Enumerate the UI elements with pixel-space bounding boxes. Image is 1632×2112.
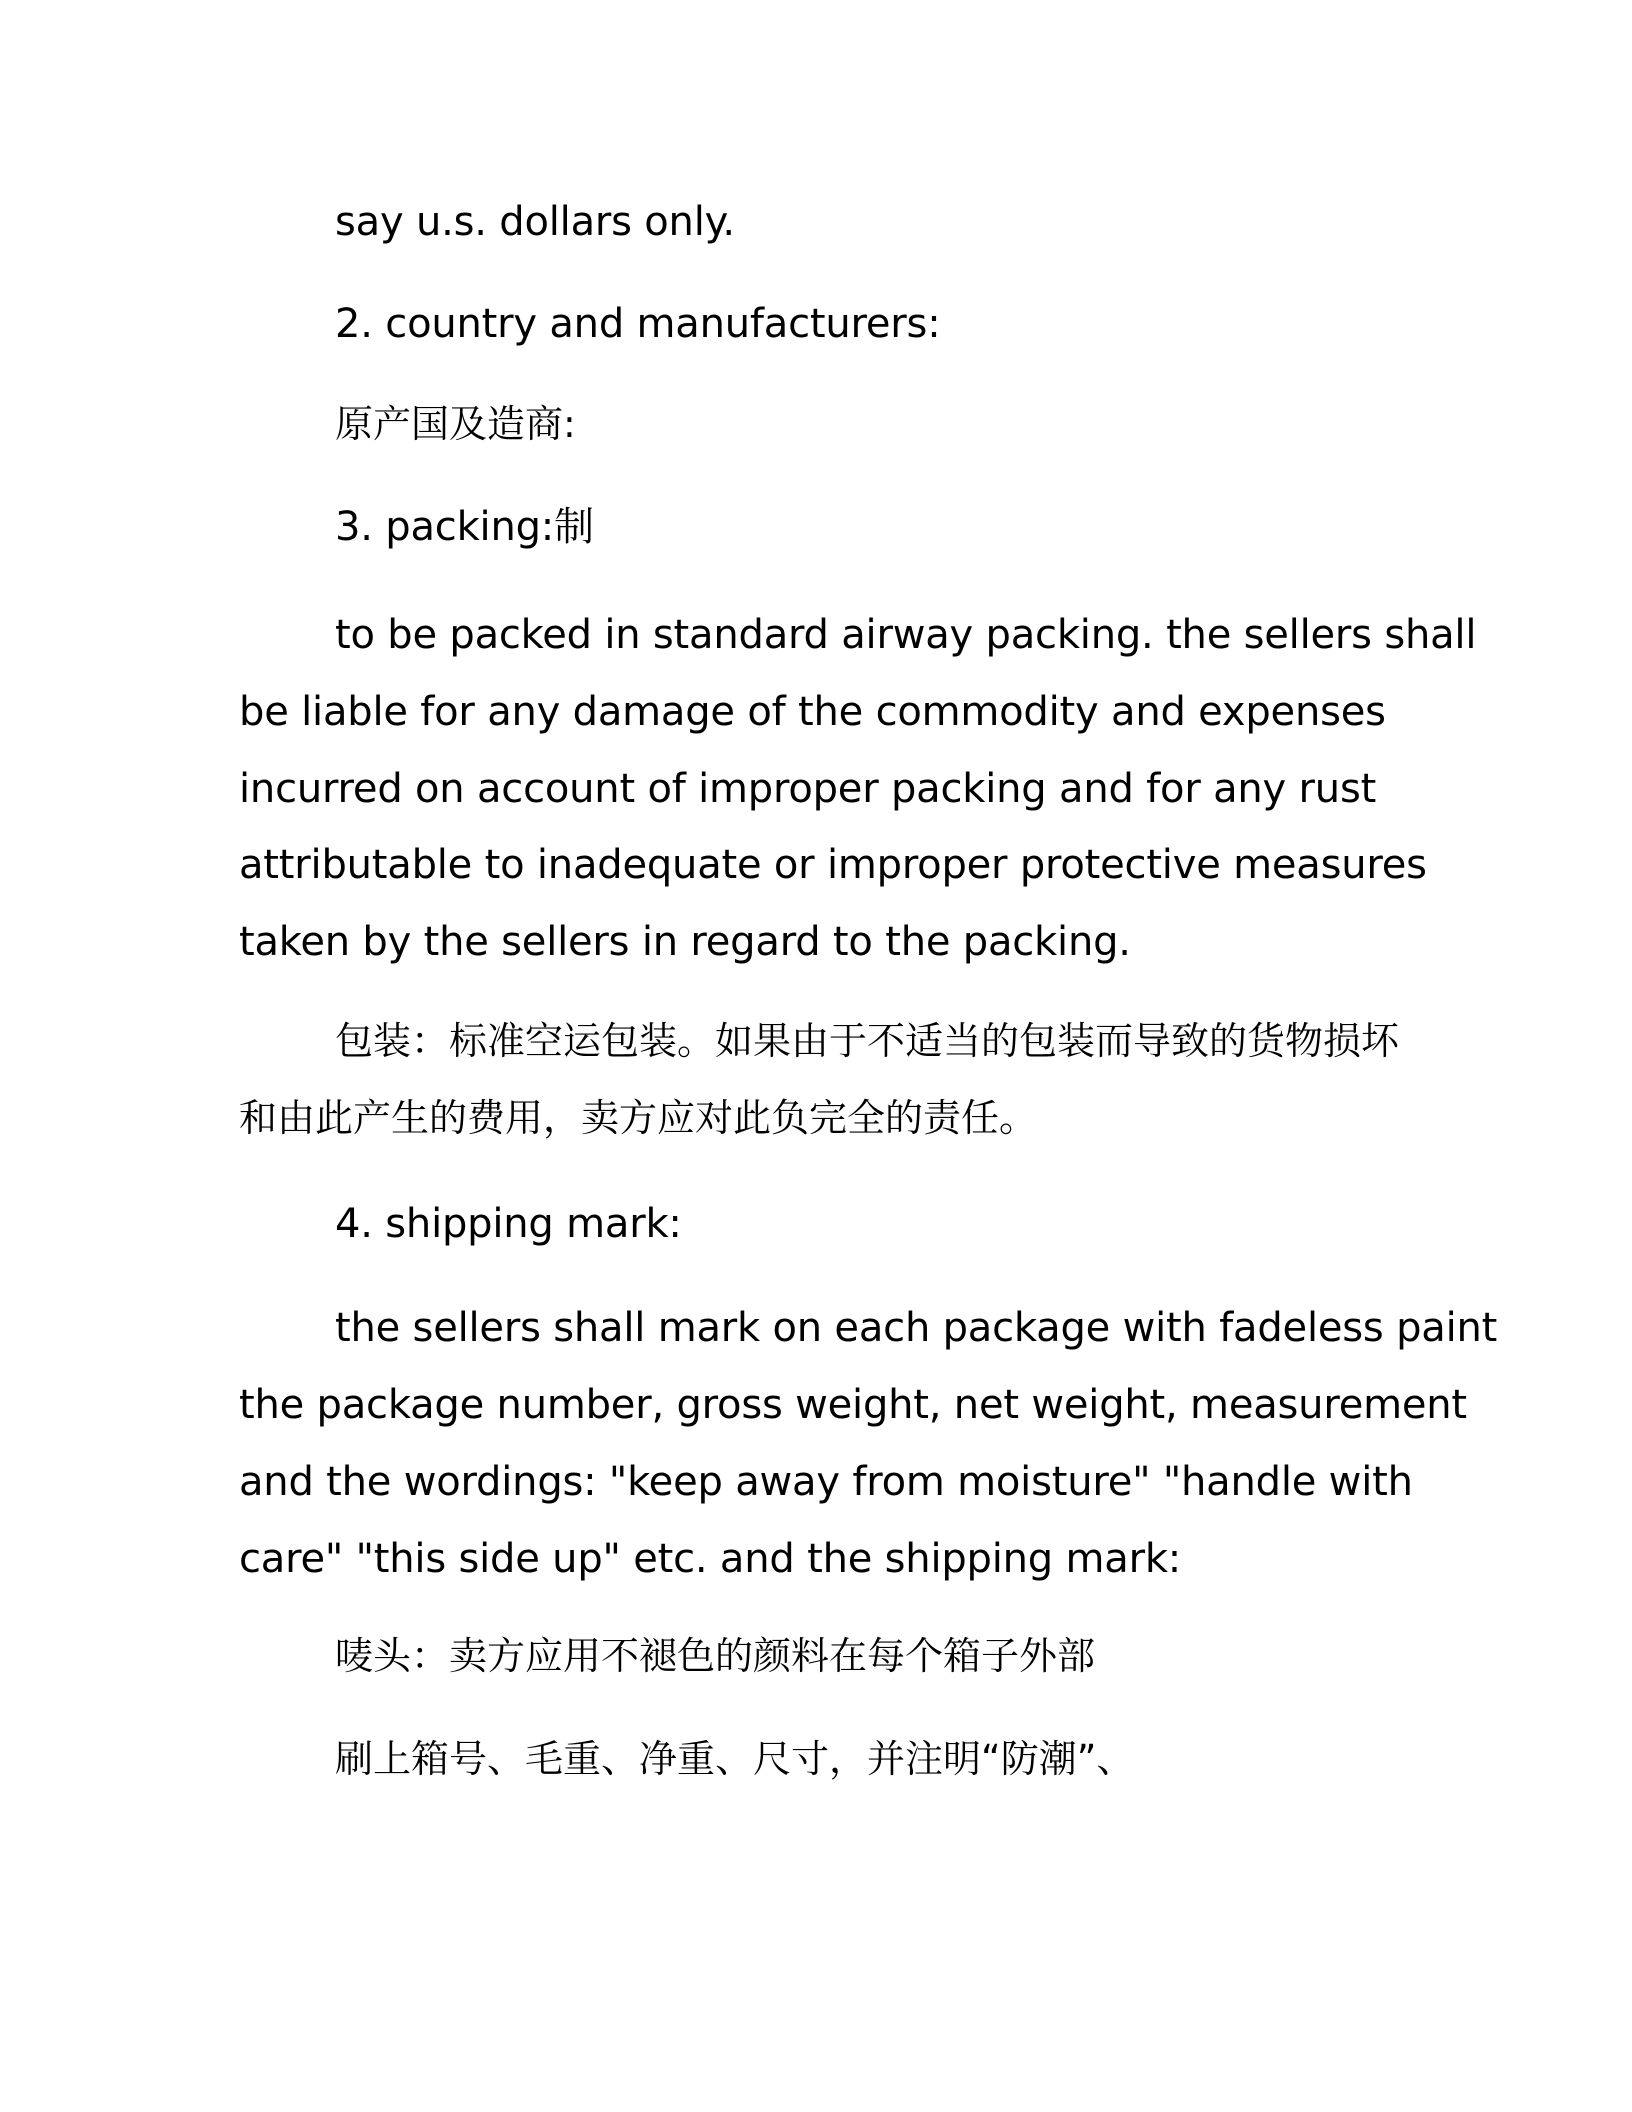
section-3-paragraph-en-line: taken by the sellers in regard to the packing.	[239, 919, 1131, 965]
section-3-paragraph-en-line: attributable to inadequate or improper protective measures	[239, 842, 1427, 888]
section-4-heading: 4. shipping mark:	[335, 1201, 682, 1247]
section-3-paragraph-zh-line: 和由此产生的费用，卖方应对此负完全的责任。	[239, 1096, 1038, 1140]
section-3-paragraph-en-line: to be packed in standard airway packing. the sellers shall	[335, 612, 1477, 658]
section-1-closing: say u.s. dollars only.	[335, 199, 735, 245]
section-4-paragraph-en-line: and the wordings: "keep away from moisture" "handle with	[239, 1459, 1413, 1505]
section-4-paragraph-zh-line: 唛头：卖方应用不褪色的颜料在每个箱子外部	[335, 1634, 1096, 1678]
section-4-paragraph-en-line: the sellers shall mark on each package with fadeless paint	[335, 1305, 1498, 1351]
section-4-paragraph-zh-line: 刷上箱号、毛重、净重、尺寸，并注明“防潮”、	[335, 1737, 1135, 1781]
section-2-heading-zh: 原产国及造商:	[335, 402, 576, 446]
section-3-paragraph-en-line: be liable for any damage of the commodity and expenses	[239, 689, 1386, 735]
section-2-heading-en: 2. country and manufacturers:	[335, 301, 941, 347]
section-4-paragraph-en-line: care" "this side up" etc. and the shipping mark:	[239, 1536, 1182, 1582]
section-4-paragraph-en-line: the package number, gross weight, net weight, measurement	[239, 1382, 1467, 1428]
section-3-heading: 3. packing:制	[335, 504, 594, 550]
section-3-paragraph-zh-line: 包装：标准空运包装。如果由于不适当的包装而导致的货物损坏	[335, 1019, 1400, 1063]
section-3-paragraph-en-line: incurred on account of improper packing and for any rust	[239, 766, 1377, 812]
